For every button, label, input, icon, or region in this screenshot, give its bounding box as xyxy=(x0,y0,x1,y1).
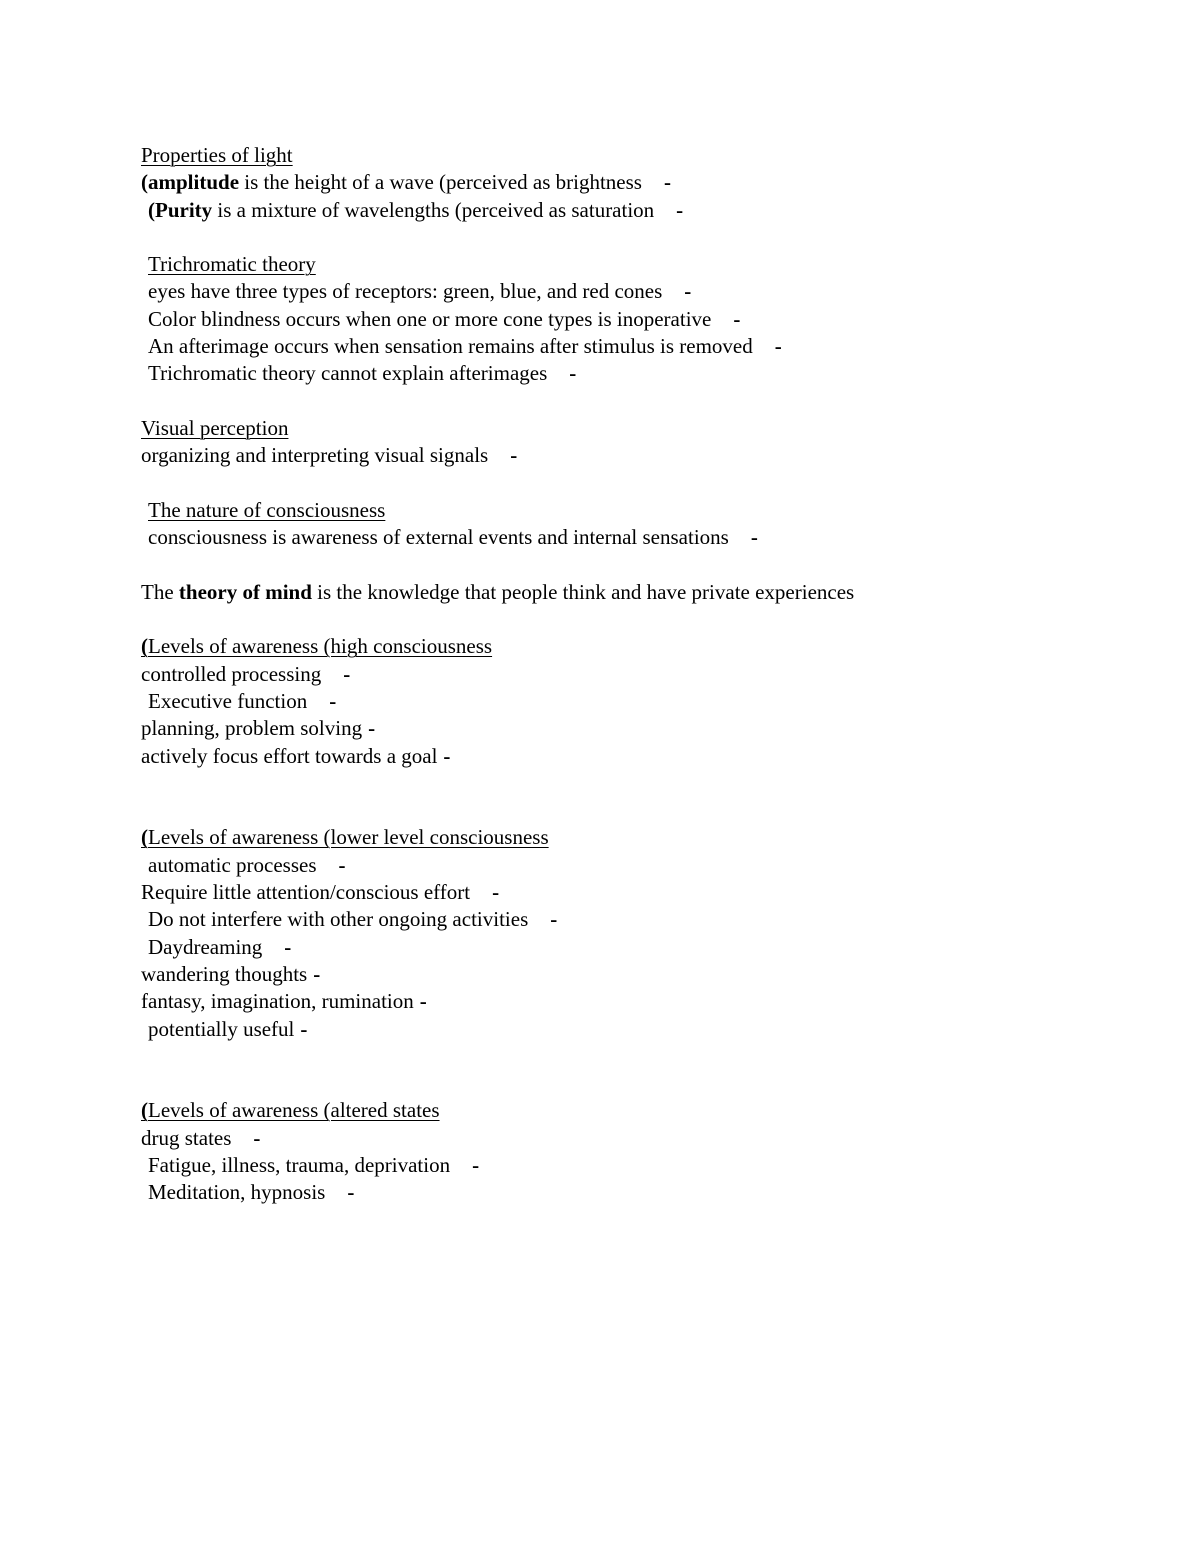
open-paren: ( xyxy=(141,634,148,659)
tom-post: is the knowledge that people think and have private experiences xyxy=(311,579,855,604)
dash-marker: - xyxy=(300,1016,308,1041)
dash-marker: - xyxy=(492,880,500,905)
item-text: controlled processing xyxy=(141,661,322,686)
list-item xyxy=(141,1152,1141,1179)
item-text: An afterimage occurs when sensation remains after stimulus is removed xyxy=(148,334,753,359)
list-item xyxy=(141,688,1141,715)
visual-list xyxy=(141,442,1141,469)
definition-text: is the height of a wave (perceived as brightness xyxy=(239,170,642,195)
heading-text: Levels of awareness (altered states xyxy=(148,1098,440,1123)
dash-marker: - xyxy=(774,334,782,359)
consciousness-list xyxy=(141,524,1141,551)
item-text: Color blindness occurs when one or more cone types is inoperative xyxy=(148,306,712,331)
item-text: Meditation, hypnosis xyxy=(148,1180,326,1205)
heading-text: Visual perception xyxy=(141,415,289,440)
section-heading-high xyxy=(141,633,1141,660)
dash-marker: - xyxy=(676,197,684,222)
open-paren: ( xyxy=(148,197,155,222)
item-text: planning, problem solving xyxy=(141,716,363,741)
heading-text: Trichromatic theory xyxy=(148,252,316,277)
dash-marker: - xyxy=(329,688,337,713)
trichromatic-list xyxy=(141,278,1141,387)
list-item xyxy=(141,1016,1141,1043)
item-text: potentially useful xyxy=(148,1016,295,1041)
list-item xyxy=(141,661,1141,688)
list-item xyxy=(141,743,1141,770)
item-text: Fatigue, illness, trauma, deprivation xyxy=(148,1152,451,1177)
term-theory-of-mind: theory of mind xyxy=(178,579,312,604)
item-text: wandering thoughts xyxy=(141,961,308,986)
high-consciousness-list xyxy=(141,661,1141,770)
list-item xyxy=(141,306,1141,333)
open-paren: ( xyxy=(141,170,148,195)
section-heading-visual xyxy=(141,415,1141,442)
dash-marker: - xyxy=(338,852,346,877)
dash-marker: - xyxy=(684,279,692,304)
dash-marker: - xyxy=(750,525,758,550)
dash-marker: - xyxy=(663,170,671,195)
list-item xyxy=(141,278,1141,305)
list-item xyxy=(141,1179,1141,1206)
lower-consciousness-list xyxy=(141,852,1141,1043)
list-item xyxy=(141,934,1141,961)
item-text: actively focus effort towards a goal xyxy=(141,743,438,768)
dash-marker: - xyxy=(419,989,427,1014)
item-text: Do not interfere with other ongoing activities xyxy=(148,907,529,932)
list-item xyxy=(141,988,1141,1015)
document-page xyxy=(141,142,1141,1207)
dash-marker: - xyxy=(510,443,518,468)
dash-marker: - xyxy=(733,306,741,331)
item-text: drug states xyxy=(141,1125,232,1150)
item-text: organizing and interpreting visual signals xyxy=(141,443,489,468)
dash-marker: - xyxy=(569,361,577,386)
open-paren: ( xyxy=(141,825,148,850)
dash-marker: - xyxy=(253,1125,261,1150)
list-item xyxy=(141,1125,1141,1152)
list-item xyxy=(141,333,1141,360)
altered-states-list xyxy=(141,1125,1141,1207)
list-item xyxy=(141,524,1141,551)
list-item xyxy=(141,961,1141,988)
item-text: fantasy, imagination, rumination xyxy=(141,989,414,1014)
item-text: Trichromatic theory cannot explain afterimages xyxy=(148,361,548,386)
dash-marker: - xyxy=(343,661,351,686)
dash-marker: - xyxy=(347,1180,355,1205)
list-item xyxy=(141,360,1141,387)
item-text: Require little attention/conscious effort xyxy=(141,880,471,905)
list-item xyxy=(141,442,1141,469)
section-heading-consciousness xyxy=(141,497,1141,524)
list-item xyxy=(141,879,1141,906)
section-heading-light xyxy=(141,142,1141,169)
dash-marker: - xyxy=(443,743,451,768)
note-line-purity xyxy=(141,197,1141,224)
item-text: consciousness is awareness of external events and internal sensations xyxy=(148,525,729,550)
definition-text: is a mixture of wavelengths (perceived as saturation xyxy=(212,197,655,222)
list-item xyxy=(141,715,1141,742)
term-amplitude: amplitude xyxy=(148,170,240,195)
dash-marker: - xyxy=(550,907,558,932)
dash-marker: - xyxy=(284,934,292,959)
list-item xyxy=(141,852,1141,879)
item-text: Executive function xyxy=(148,688,308,713)
term-purity: Purity xyxy=(155,197,213,222)
heading-text: Levels of awareness (lower level consciousness xyxy=(148,825,549,850)
item-text: Daydreaming xyxy=(148,934,263,959)
heading-text: Properties of light xyxy=(141,143,293,167)
heading-text: Levels of awareness (high consciousness xyxy=(148,634,493,659)
list-item xyxy=(141,906,1141,933)
tom-pre: The xyxy=(141,579,179,604)
dash-marker: - xyxy=(368,716,376,741)
item-text: automatic processes xyxy=(148,852,317,877)
item-text: eyes have three types of receptors: green, blue, and red cones xyxy=(148,279,663,304)
section-heading-lower xyxy=(141,824,1141,851)
dash-marker: - xyxy=(472,1152,480,1177)
heading-text: The nature of consciousness xyxy=(148,497,386,522)
note-line-amplitude xyxy=(141,169,1141,196)
dash-marker: - xyxy=(313,961,321,986)
section-heading-trichromatic xyxy=(141,251,1141,278)
section-heading-altered xyxy=(141,1097,1141,1124)
theory-of-mind-line xyxy=(141,579,1141,606)
open-paren: ( xyxy=(141,1098,148,1123)
